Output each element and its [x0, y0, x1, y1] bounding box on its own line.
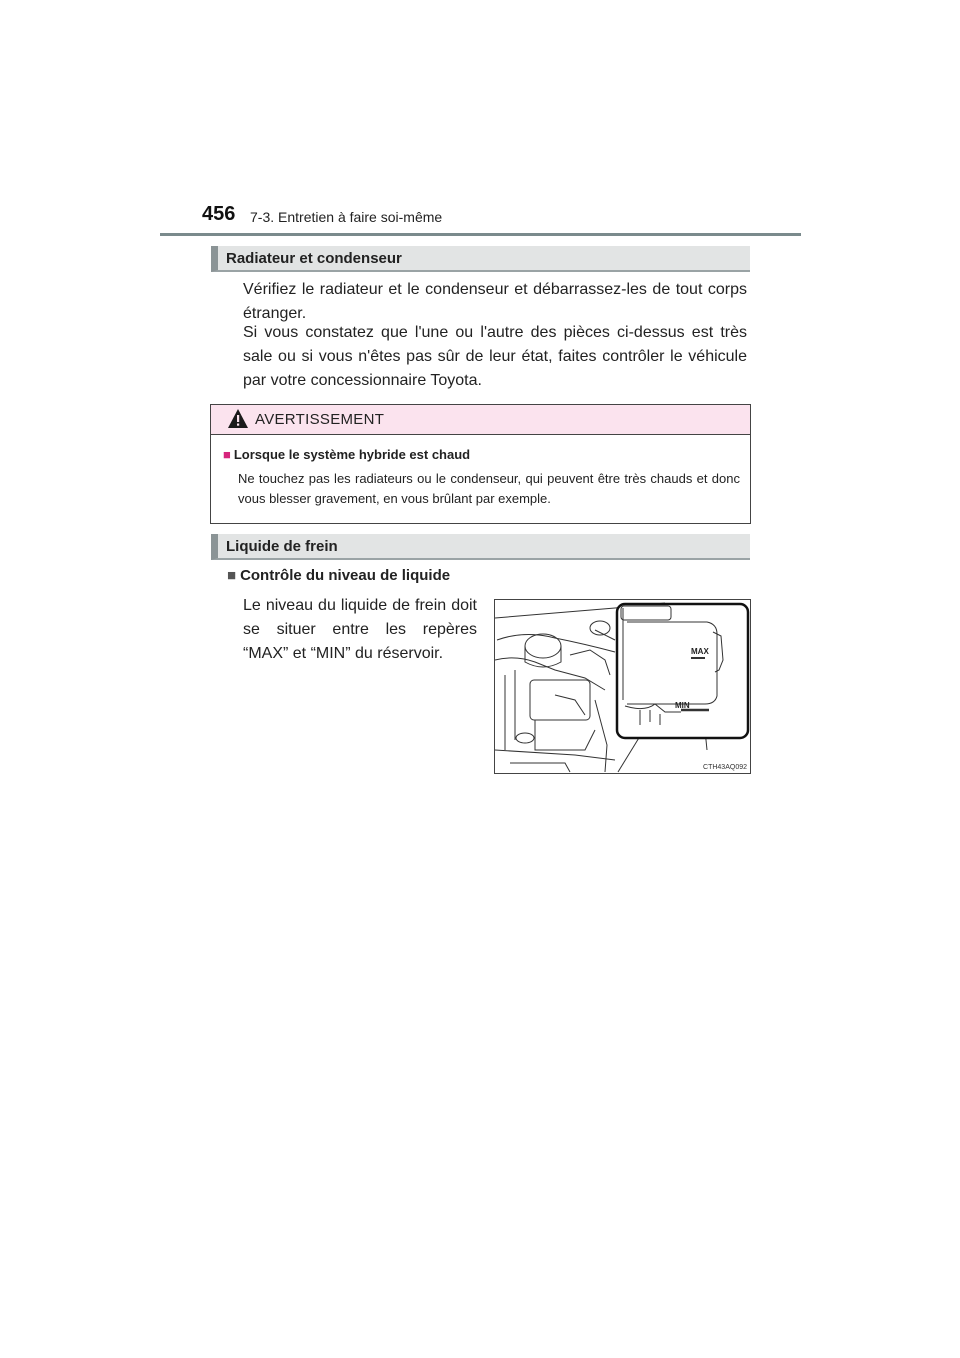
section-heading-brake-fluid — [211, 534, 750, 560]
min-mark-label: MIN — [675, 701, 690, 710]
section-title: Liquide de frein — [226, 538, 338, 555]
brake-fluid-text: Le niveau du liquide de frein doit se situer entre les repères “MAX” et “MIN” du réservoir. — [243, 597, 477, 662]
warning-header — [211, 405, 750, 435]
brake-reservoir-illustration — [494, 599, 751, 774]
max-mark-label: MAX — [691, 647, 709, 656]
header-rule — [160, 233, 801, 236]
warning-title: AVERTISSEMENT — [255, 411, 385, 428]
chapter-title: 7-3. Entretien à faire soi-même — [250, 209, 443, 225]
warning-box — [210, 404, 751, 524]
warning-triangle-icon — [227, 408, 249, 434]
page-number: 456 — [202, 203, 236, 225]
square-bullet-icon: ■ — [223, 447, 231, 462]
engine-bay-drawing — [495, 600, 751, 774]
warning-body: Ne touchez pas les radiateurs ou le condenseur, qui peuvent être très chauds et donc vous blesser gravement, en vous brûlant par exemple. — [238, 471, 740, 506]
paragraph-radiator-check: Vérifiez le radiateur et le condenseur et débarrassez-les de tout corps étranger. — [243, 281, 747, 322]
warning-subheading: ■ Lorsque le système hybride est chaud — [223, 447, 471, 462]
square-bullet-icon: ■ — [227, 567, 237, 584]
section-heading-radiator — [211, 246, 750, 272]
section-title: Radiateur et condenseur — [226, 250, 402, 267]
figure-code: CTH43AQ092 — [703, 764, 747, 771]
paragraph-radiator-dealer: Si vous constatez que l'une ou l'autre des pièces ci-dessus est très sale ou si vous n'êtes pas sûr de leur état, faites contrôler le véhicule par votre concessionnaire Toyota. — [243, 324, 747, 389]
bullet-heading: ■ Contrôle du niveau de liquide — [227, 567, 451, 584]
